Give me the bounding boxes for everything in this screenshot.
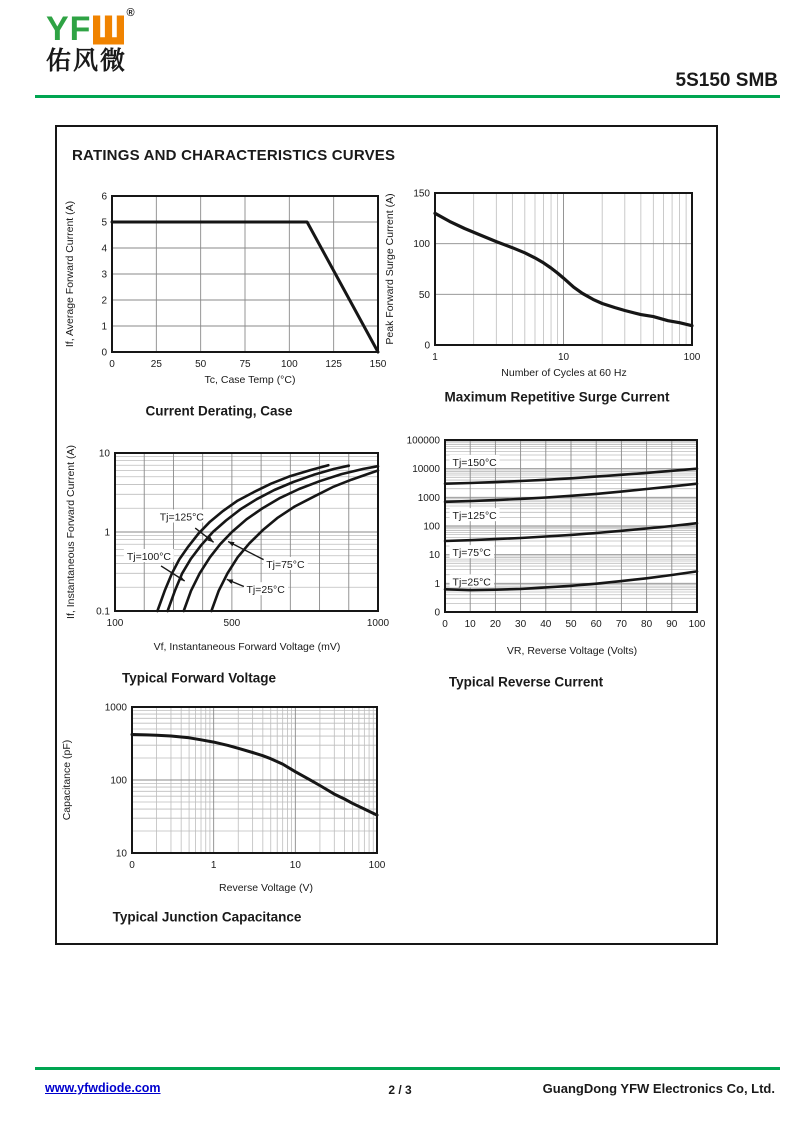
logo-cjk-text: 佑风微: [46, 47, 128, 75]
curve-label: Tj=25°C: [452, 576, 491, 589]
chart-surge-current: [395, 181, 704, 377]
svg-text:100: 100: [280, 359, 298, 370]
curve-label: Tj=100°C: [126, 550, 172, 563]
svg-text:20: 20: [489, 619, 501, 630]
chart4-caption: Typical Reverse Current: [448, 674, 604, 690]
footer-page-number: 2 / 3: [388, 1083, 412, 1097]
svg-text:0: 0: [129, 860, 135, 871]
series-Cj: [132, 735, 377, 816]
svg-text:40: 40: [540, 619, 552, 630]
svg-text:1: 1: [432, 352, 438, 363]
logo-w-icon: [93, 15, 124, 45]
svg-text:10000: 10000: [412, 464, 440, 476]
chart2-y-axis-label: Peak Forward Surge Current (A): [384, 193, 396, 345]
svg-text:0: 0: [434, 607, 440, 619]
svg-text:150: 150: [413, 188, 430, 200]
svg-text:10: 10: [98, 448, 110, 460]
svg-text:150: 150: [369, 359, 387, 370]
curve-label: Tj=75°C: [266, 558, 305, 571]
svg-text:5: 5: [101, 217, 107, 229]
logo-wordmark: [46, 7, 136, 48]
brand-logo: [46, 7, 136, 75]
svg-text:90: 90: [666, 619, 678, 630]
svg-text:70: 70: [615, 619, 627, 630]
svg-text:6: 6: [101, 191, 107, 203]
svg-text:3: 3: [101, 269, 107, 281]
chart1-x-axis-label: Tc, Case Temp (°C): [204, 374, 296, 386]
svg-text:100: 100: [423, 521, 440, 533]
svg-text:50: 50: [195, 359, 207, 370]
svg-text:50: 50: [565, 619, 577, 630]
svg-text:1: 1: [101, 321, 107, 333]
svg-text:100: 100: [413, 239, 430, 251]
svg-text:0: 0: [442, 619, 448, 630]
svg-text:10: 10: [289, 860, 301, 871]
chart3-caption: Typical Forward Voltage: [121, 670, 277, 686]
svg-text:1: 1: [434, 578, 440, 590]
curve-label: Tj=150°C: [452, 456, 497, 469]
svg-text:500: 500: [223, 618, 241, 629]
chart4-x-axis-label: VR, Reverse Voltage (Volts): [506, 645, 638, 657]
svg-text:10: 10: [115, 848, 127, 860]
svg-text:1: 1: [210, 860, 217, 871]
chart5-y-axis-label: Capacitance (pF): [61, 739, 73, 821]
svg-text:10: 10: [464, 619, 476, 630]
svg-text:125: 125: [325, 359, 343, 370]
svg-text:2: 2: [101, 295, 107, 307]
svg-text:60: 60: [590, 619, 602, 630]
section-title: RATINGS AND CHARACTERISTICS CURVES: [72, 147, 396, 164]
chart-reverse-current: [395, 428, 707, 640]
svg-text:25: 25: [150, 359, 162, 370]
curve-label: Tj=125°C: [159, 511, 204, 524]
chart-current-derating: [62, 186, 390, 382]
svg-text:10: 10: [428, 550, 440, 562]
svg-text:1: 1: [104, 527, 110, 539]
curve-label: Tj=125°C: [452, 510, 497, 523]
svg-text:100: 100: [368, 860, 386, 871]
chart1-y-axis-label: If, Average Forward Current (A): [64, 200, 76, 348]
svg-text:100: 100: [688, 619, 706, 630]
chart-forward-voltage: [75, 441, 391, 639]
svg-text:0.1: 0.1: [96, 606, 110, 618]
chart-junction-capacitance: [92, 695, 390, 881]
registered-mark-icon: ®: [126, 7, 136, 19]
svg-text:50: 50: [418, 289, 430, 301]
chart1-caption: Current Derating, Case: [145, 403, 293, 419]
svg-text:0: 0: [424, 340, 430, 352]
svg-text:100: 100: [106, 618, 124, 629]
svg-text:100000: 100000: [406, 435, 440, 447]
svg-text:75: 75: [239, 359, 251, 370]
chart2-x-axis-label: Number of Cycles at 60 Hz: [501, 367, 627, 379]
svg-text:30: 30: [515, 619, 527, 630]
svg-text:1000: 1000: [417, 492, 440, 504]
chart5-caption: Typical Junction Capacitance: [112, 909, 302, 925]
svg-text:0: 0: [109, 359, 115, 370]
svg-text:0: 0: [101, 347, 107, 359]
chart3-x-axis-label: Vf, Instantaneous Forward Voltage (mV): [153, 641, 341, 653]
svg-text:80: 80: [641, 619, 653, 630]
chart3-y-axis-label: If, Instantaneous Forward Current (A): [65, 445, 77, 619]
curve-label: Tj=75°C: [452, 547, 491, 560]
svg-text:4: 4: [101, 243, 107, 255]
svg-text:100: 100: [683, 352, 701, 363]
curve-label: Tj=25°C: [246, 584, 285, 597]
svg-text:1000: 1000: [104, 702, 127, 714]
footer-rule: [35, 1067, 780, 1070]
footer-website-link[interactable]: www.yfwdiode.com: [45, 1081, 161, 1095]
chart5-x-axis-label: Reverse Voltage (V): [219, 882, 313, 894]
svg-text:100: 100: [110, 775, 127, 787]
svg-text:1000: 1000: [366, 618, 390, 629]
header-rule: [35, 95, 780, 98]
part-number: 5S150 SMB: [675, 70, 778, 91]
svg-text:10: 10: [557, 352, 570, 363]
chart2-caption: Maximum Repetitive Surge Current: [444, 389, 670, 405]
logo-yf-text: YF: [46, 10, 92, 48]
footer-company: GuangDong YFW Electronics Co, Ltd.: [542, 1081, 775, 1096]
